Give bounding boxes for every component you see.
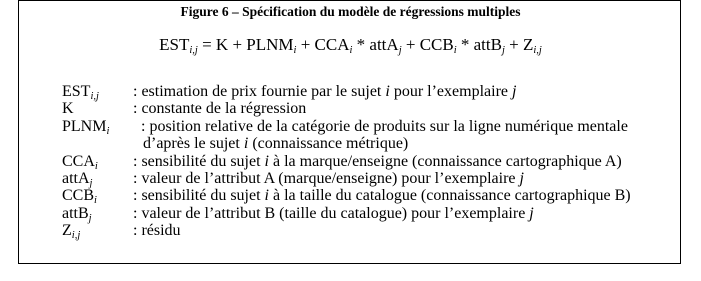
symbol-name: attA	[62, 169, 90, 187]
definition-symbol	[62, 170, 92, 187]
definitions-list	[62, 83, 692, 240]
definition-text: : estimation de prix fournie par le sujet	[133, 83, 386, 100]
index-variable: j	[512, 83, 517, 100]
definition-text: à la taille du catalogue (connaissance cartographique B)	[269, 187, 631, 205]
definition-text: : sensibilité du sujet	[133, 152, 265, 170]
definition-row	[62, 205, 692, 222]
equation-term: + Z	[504, 35, 534, 54]
equation-subscript: j	[398, 45, 402, 56]
definition-symbol	[62, 222, 81, 242]
figure-title: Figure 6 – Spécification du modèle de régressions multiples	[180, 4, 521, 19]
definition-symbol	[62, 187, 97, 207]
equation-term: * attA	[352, 35, 399, 54]
definition-description	[133, 187, 631, 204]
definition-description	[133, 83, 516, 100]
equation-subscript: i	[349, 45, 353, 56]
index-variable: j	[529, 204, 534, 222]
definition-description	[133, 153, 622, 170]
definition-text: : résidu	[133, 222, 181, 240]
symbol-name: CCB	[62, 187, 95, 205]
index-variable: j	[519, 169, 524, 187]
definition-row	[62, 83, 692, 100]
definition-text: : valeur de l’attribut B (taille du catalogue) pour l’exemplaire	[133, 204, 530, 222]
index-variable: i	[264, 152, 269, 170]
definition-row	[62, 170, 692, 187]
definition-text: d’après le sujet	[143, 135, 244, 153]
symbol-subscript: j	[89, 177, 93, 189]
equation-term: = K + PLNM	[197, 35, 294, 54]
symbol-subscript: i,j	[71, 230, 81, 242]
definition-description	[133, 205, 534, 222]
symbol-name: CCA	[62, 152, 95, 170]
definition-symbol	[62, 153, 98, 170]
symbol-subscript: i	[106, 125, 110, 137]
symbol-subscript: j	[88, 212, 92, 224]
definition-description	[133, 170, 524, 187]
figure-box	[18, 0, 681, 264]
definition-description	[133, 100, 306, 117]
index-variable: i	[243, 135, 249, 153]
equation-subscript: i,j	[189, 45, 198, 56]
symbol-subscript: i,j	[90, 91, 99, 102]
regression-equation	[19, 35, 682, 55]
definition-row	[62, 222, 692, 242]
definition-text: (connaissance métrique)	[248, 135, 409, 153]
definition-text: à la marque/enseigne (connaissance cartographique A)	[269, 152, 622, 170]
definition-row	[62, 118, 692, 153]
equation-term: EST	[159, 35, 190, 54]
equation-subscript: i	[293, 45, 297, 56]
equation-term: * attB	[456, 35, 502, 54]
definition-text: : constante de la régression	[133, 100, 307, 118]
definition-text: pour l’exemplaire	[389, 83, 512, 100]
definition-row	[62, 100, 692, 117]
definition-description	[133, 222, 181, 239]
equation-subscript: i	[453, 45, 457, 56]
index-variable: i	[264, 187, 269, 205]
definition-row	[62, 187, 692, 207]
index-variable: i	[385, 83, 390, 100]
definition-row	[62, 153, 692, 170]
definition-symbol	[62, 100, 74, 117]
symbol-name: Z	[62, 222, 72, 240]
definition-text: : sensibilité du sujet	[133, 187, 265, 205]
definition-text: : valeur de l’attribut A (marque/enseigne) pour l’exemplaire	[133, 169, 520, 187]
symbol-subscript: i	[94, 160, 98, 172]
symbol-name: K	[62, 100, 74, 118]
equation-term: + CCB	[401, 35, 454, 54]
definition-symbol	[62, 83, 99, 100]
definition-symbol	[62, 205, 92, 222]
equation-subscript: j	[501, 45, 505, 56]
equation-subscript: i,j	[533, 45, 542, 56]
definition-text: : position relative de la catégorie de produits sur la ligne numérique mentale	[141, 117, 628, 135]
definition-description	[141, 118, 628, 135]
symbol-name: EST	[62, 83, 91, 100]
symbol-name: PLNM	[62, 117, 107, 135]
definition-symbol	[62, 118, 109, 135]
symbol-subscript: i	[94, 195, 97, 207]
equation-term: + CCA	[296, 35, 350, 54]
definition-continuation	[143, 135, 408, 152]
symbol-name: attB	[62, 204, 89, 222]
